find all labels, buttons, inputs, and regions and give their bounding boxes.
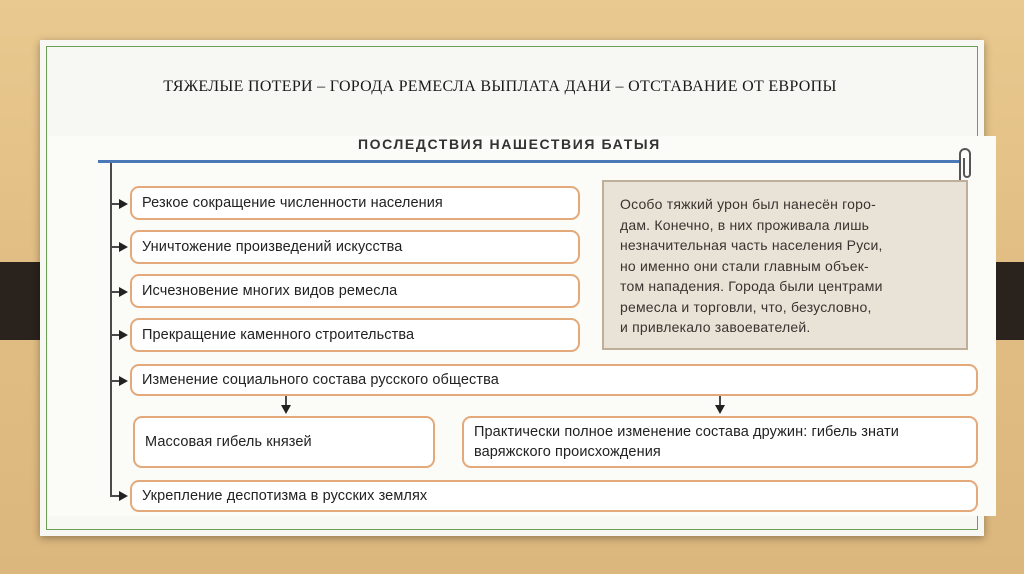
arrow-right-icon (119, 242, 128, 252)
note-line: ремесла и торговли, что, безусловно, (620, 298, 872, 315)
arrow-right-icon (119, 199, 128, 209)
arrow-down-icon (715, 405, 725, 414)
consequence-item: Исчезновение многих видов ремесла (130, 274, 580, 308)
connector-trunk (110, 163, 112, 496)
sub-consequence-item: Практически полное изменение состава дружин: гибель знати варяжского происхождения (462, 416, 978, 468)
note-line: и привлекало завоевателей. (620, 319, 811, 335)
note-panel (602, 180, 968, 350)
paperclip-icon (952, 146, 974, 182)
arrow-right-icon (119, 376, 128, 386)
note-line: незначительная часть населения Руси, (620, 237, 883, 253)
consequence-item: Укрепление деспотизма в русских землях (130, 480, 978, 512)
note-line: дам. Конечно, в них проживала лишь (620, 216, 870, 233)
arrow-right-icon (119, 330, 128, 340)
heading-rule (98, 160, 960, 163)
note-line: том нападения. Города были центрами (620, 278, 883, 294)
consequence-item: Резкое сокращение численности населения (130, 186, 580, 220)
note-line: Особо тяжкий урон был нанесён горо- (620, 196, 876, 212)
consequence-item: Изменение социального состава русского общества (130, 364, 978, 396)
slide-title: ТЯЖЕЛЫЕ ПОТЕРИ – ГОРОДА РЕМЕСЛА ВЫПЛАТА ДАНИ – ОТСТАВАНИЕ ОТ ЕВРОПЫ (163, 78, 837, 95)
consequence-item: Уничтожение произведений искусства (130, 230, 580, 264)
arrow-down-icon (281, 405, 291, 414)
note-line: но именно они стали главным объек- (620, 257, 869, 274)
diagram-heading: ПОСЛЕДСТВИЯ НАШЕСТВИЯ БАТЫЯ (358, 136, 661, 152)
sub-consequence-item: Массовая гибель князей (133, 416, 435, 468)
arrow-right-icon (119, 287, 128, 297)
consequence-item: Прекращение каменного строительства (130, 318, 580, 352)
arrow-right-icon (119, 491, 128, 501)
